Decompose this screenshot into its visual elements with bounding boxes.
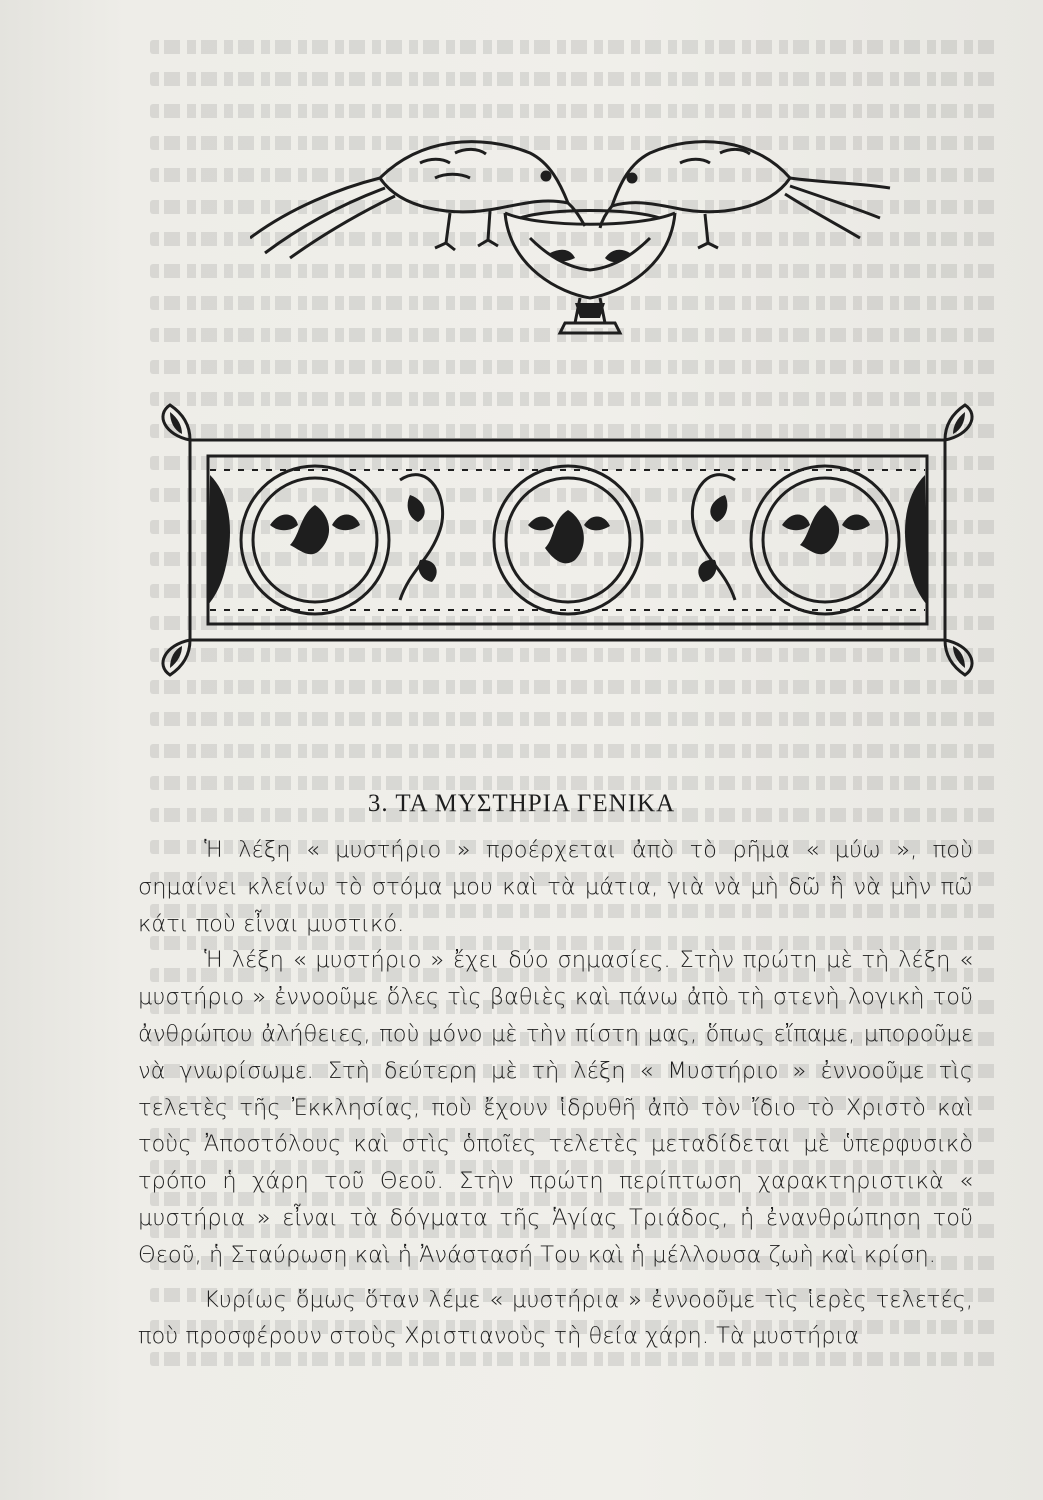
ornamental-frieze	[150, 400, 985, 680]
paragraph: Ἡ λέξη « μυστήριο » προέρχεται ἀπὸ τὸ ρῆμα « μύω », ποὺ σημαίνει κλείνω τὸ στόμα μου καὶ τὰ μάτια, γιὰ νὰ μὴ δῶ ἢ νὰ μὴν πῶ κάτι ποὺ εἶναι μυστικό.	[138, 837, 973, 937]
birds-chalice-illustration	[250, 118, 900, 348]
paragraph: Κυρίως ὅμως ὅταν λέμε « μυστήρια » ἐννοοῦμε τὶς ἱερὲς τελετές, ποὺ προσφέρουν στοὺς Χριστιανοὺς τὴ θεία χάρη. Τὰ μυστήρια	[138, 1286, 973, 1350]
body-text	[138, 832, 973, 1355]
section-title: 3. ΤΑ ΜΥΣΤΗΡΙΑ ΓΕΝΙΚΑ	[367, 790, 676, 817]
paragraph: Ἡ λέξη « μυστήριο » ἔχει δύο σημασίες. Στὴν πρώτη μὲ τὴ λέξη « μυστήριο » ἐννοοῦμε ὅλες τὶς βαθιὲς καὶ πάνω ἀπὸ τὴ στενὴ λογικὴ τοῦ ἀνθρώπου ἀλήθειες, ποὺ μόνο μὲ τὴν πίστη μας, ὅπως εἴπαμε, μποροῦμε νὰ γνωρίσωμε. Στὴ δεύτερη μὲ τὴ λέξη « Μυστήριο » ἐννοοῦμε τὶς τελετὲς τῆς Ἐκκλησίας, ποὺ ἔχουν ἱδρυθῆ ἀπὸ τὸν ἴδιο τὸ Χριστὸ καὶ τοὺς Ἀποστόλους καὶ στὶς ὁποῖες τελετὲς μεταδίδεται μὲ ὑπερφυσικὸ τρόπο ἡ χάρη τοῦ Θεοῦ. Στὴν πρώτη περίπτωση χαρακτηριστικὰ « μυστήρια » εἶναι τὰ δόγματα τῆς Ἁγίας Τριάδος, ἡ ἐνανθρώπηση τοῦ Θεοῦ, ἡ Σταύρωση καὶ ἡ Ἀνάστασή Του καὶ ἡ μέλλουσα ζωὴ καὶ κρίση.	[138, 947, 973, 1268]
